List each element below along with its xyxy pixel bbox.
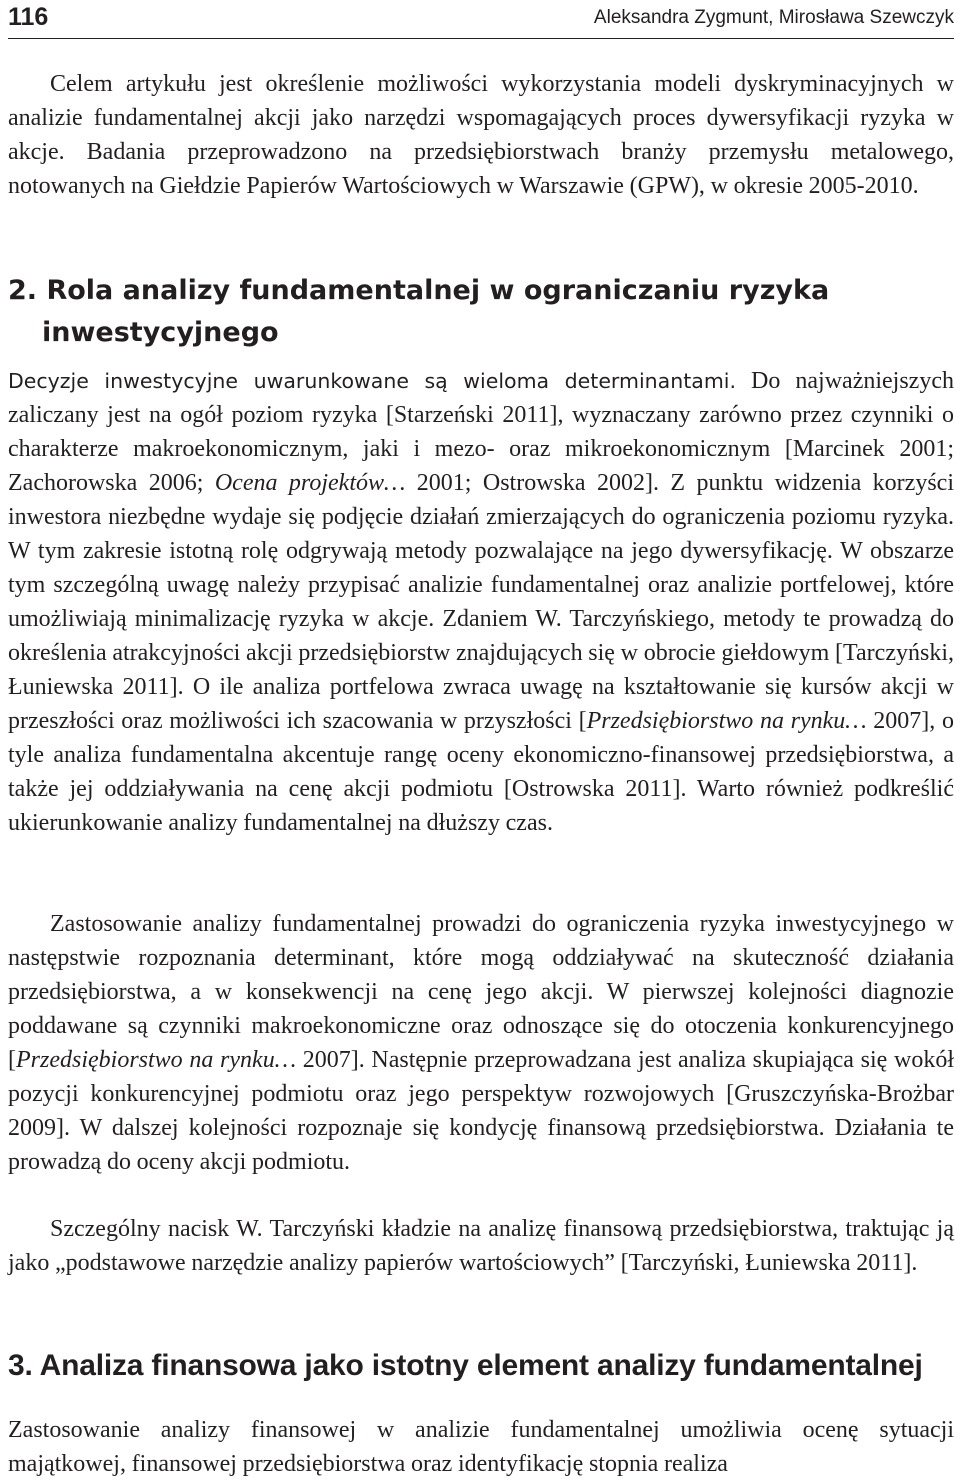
section-2-paragraph-3 [8, 1212, 954, 1280]
paragraph-text: Do najważniejszych zaliczany jest na ogół poziom ryzyka [Starzeński 2011], wyznaczany zarówno przez czynniki o charakterze makroekonomicznym, jaki i mezo- oraz mikroekonomicznym [Marcinek 2001; Zachorowska 2006; [8, 368, 954, 496]
paragraph-lead-text: Decyzje inwestycyjne uwarunkowane są wieloma determinantami. [8, 369, 736, 393]
citation-ocena-projektow: Ocena projektów… [214, 470, 406, 496]
running-header-authors: Aleksandra Zygmunt, Mirosława Szewczyk [593, 7, 954, 28]
paragraph-text: 2001; Ostrowska 2002]. Z punktu widzenia korzyści inwestora niezbędne wydaje się podjęcie działań zmierzających do ograniczenia poziomu ryzyka. W tym zakresie istotną rolę odgrywają metody pozwalające na jego dywersyfikację. W obszarze tym szczególną uwagę należy przypisać analizie fundamentalnej oraz analizie portfelowej, które umożliwiają minimalizację ryzyka w akcje. Zdaniem W. Tarczyńskiego, metody te prowadzą do określenia atrakcyjności akcji przedsiębiorstw znajdujących się w obrocie giełdowym [Tarczyński, Łuniewska 2011]. O ile analiza portfelowa zwraca uwagę na kształtowanie się kursów akcji w przeszłości oraz możliwości ich szacowania w przyszłości [ [8, 470, 954, 734]
citation-przedsiebiorstwo-na-rynku: Przedsiębiorstwo na rynku… [16, 1047, 297, 1073]
page-number: 116 [8, 3, 49, 31]
citation-przedsiebiorstwo-na-rynku: Przedsiębiorstwo na rynku… [586, 708, 867, 734]
paragraph-text: Zastosowanie analizy finansowej w analizie fundamentalnej umożliwia ocenę sytuacji majątkowej, finansowej przedsiębiorstwa oraz identyfikację stopnia realiza [8, 1417, 954, 1477]
section-2-paragraph-2 [8, 907, 954, 1179]
section-3-paragraph-1 [8, 1413, 954, 1481]
section-2-paragraph-1 [8, 364, 954, 840]
paragraph-text: Zastosowanie analizy fundamentalnej prowadzi do ograniczenia ryzyka inwestycyjnego w następstwie rozpoznania determinant, które mogą oddziaływać na skuteczność działania przedsiębiorstwa, a w konsekwencji na cenę jego akcji. W pierwszej kolejności diagnozie poddawane są czynniki makroekonomiczne oraz odnoszące się do otoczenia konkurencyjnego [ [8, 911, 954, 1073]
paragraph-text: Szczególny nacisk W. Tarczyński kładzie na analizę finansową przedsiębiorstwa, traktując ją jako „podstawowe narzędzie analizy papierów wartościowych” [Tarczyński, Łuniewska 2011]. [8, 1216, 954, 1276]
intro-paragraph [8, 67, 954, 203]
intro-text: Celem artykułu jest określenie możliwości wykorzystania modeli dyskryminacyjnych w analizie fundamentalnej akcji jako narzędzi wspomagających proces dywersyfikacji ryzyka w akcje. Badania przeprowadzono na przedsiębiorstwach branży przemysłu metalowego, notowanych na Giełdzie Papierów Wartościowych w Warszawie (GPW), w okresie 2005-2010. [8, 71, 954, 199]
paragraph-text: 2007]. Następnie przeprowadzana jest analiza skupiająca się wokół pozycji konkurencyjnej podmiotu oraz jego perspektyw rozwojowych [Gruszczyńska-Brożbar 2009]. W dalszej kolejności rozpoznaje się kondycję finansową przedsiębiorstwa. Działania te prowadzą do oceny akcji podmiotu. [8, 1047, 954, 1175]
paragraph-text: 2007], o tyle analiza fundamentalna akcentuje rangę oceny ekonomiczno-finansowej przedsiębiorstwa, a także jej oddziaływania na cenę akcji podmiotu [Ostrowska 2011]. Warto również podkreślić ukierunkowanie analizy fundamentalnej na dłuższy czas. [8, 708, 954, 836]
running-header [8, 0, 954, 39]
section-3-heading: 3. Analiza finansowa jako istotny element analizy fundamentalnej [8, 1349, 923, 1382]
section-2-heading: 2. Rola analizy fundamentalnej w ograniczaniu ryzyka inwestycyjnego [8, 275, 830, 348]
